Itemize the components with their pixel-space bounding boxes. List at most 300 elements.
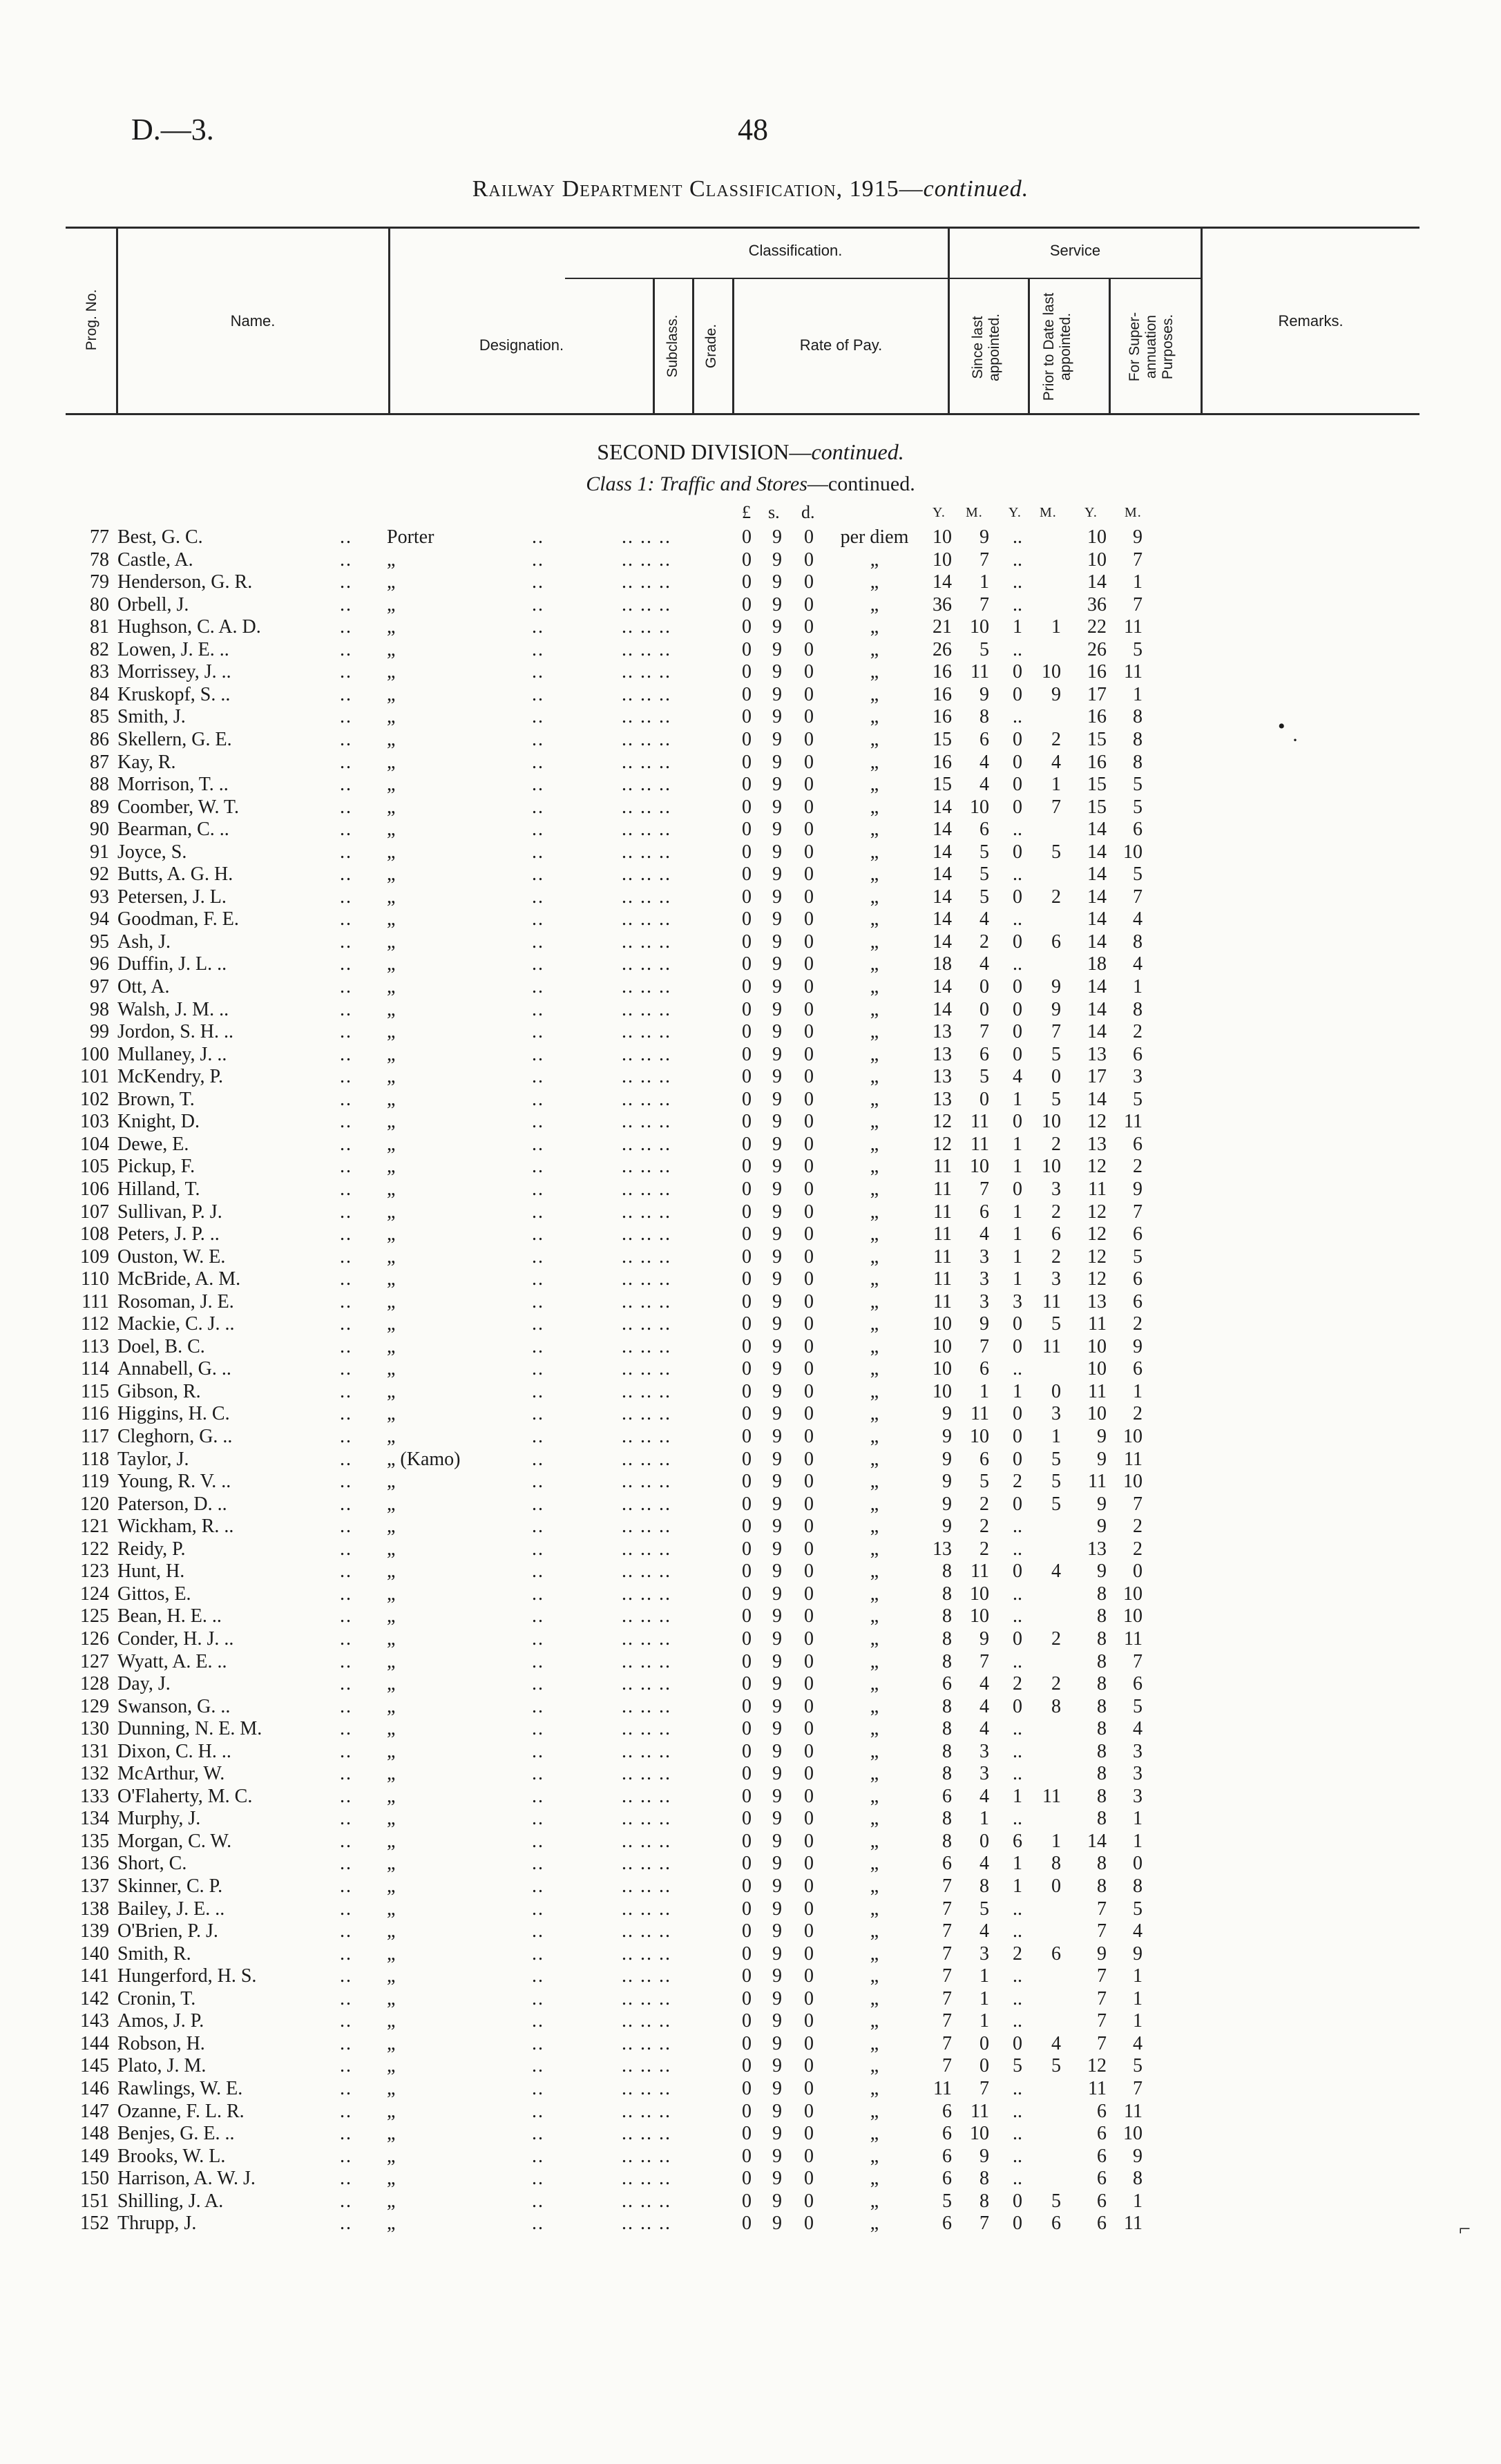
super-months-cell: 9	[1133, 1942, 1143, 1965]
table-row	[0, 2146, 1501, 2168]
leader-dots: ..	[532, 1066, 544, 1088]
super-years-cell: 9	[1097, 1426, 1107, 1447]
table-row	[0, 1044, 1501, 1066]
rate-shillings-cell: 9	[772, 1201, 782, 1223]
since-years-cell: 13	[933, 1088, 952, 1110]
leader-dots: ..	[340, 706, 352, 728]
prior-years-cell: 0	[1013, 1313, 1022, 1335]
designation-cell: „	[387, 1088, 396, 1110]
prior-years-cell: ..	[1013, 1650, 1022, 1672]
rate-pence-cell: 0	[804, 1695, 814, 1717]
rate-period-cell: „	[870, 2032, 879, 2054]
rate-pence-cell: 0	[804, 1808, 814, 1830]
rate-shillings-cell: 9	[772, 1875, 782, 1897]
leader-dots: .. .. ..	[622, 930, 671, 953]
super-years-cell: 8	[1097, 1763, 1107, 1785]
super-months-cell: 1	[1133, 976, 1143, 997]
rate-shillings-cell: 9	[772, 638, 782, 660]
leader-dots: .. .. ..	[622, 1335, 671, 1357]
leader-dots: ..	[340, 796, 352, 818]
rate-period-cell: „	[870, 1718, 879, 1740]
prog-no-cell: 107	[80, 1201, 109, 1223]
since-years-cell: 36	[933, 593, 952, 615]
col-header-name: Name.	[230, 312, 276, 330]
rate-pounds-cell: 0	[742, 1178, 752, 1200]
super-years-cell: 15	[1087, 796, 1107, 818]
prog-no-cell: 123	[80, 1560, 109, 1583]
designation-cell: „	[387, 1740, 396, 1762]
rate-pounds-cell: 0	[742, 1358, 752, 1380]
since-years-cell: 14	[933, 930, 952, 953]
name-cell: Mullaney, J. ..	[117, 1043, 227, 1065]
rate-pounds-cell: 0	[742, 2190, 752, 2212]
leader-dots: ..	[532, 706, 544, 728]
name-cell: Benjes, G. E. ..	[117, 2123, 235, 2145]
rate-shillings-cell: 9	[772, 1426, 782, 1447]
super-years-cell: 15	[1087, 774, 1107, 796]
rate-pence-cell: 0	[804, 819, 814, 841]
leader-dots: ..	[340, 1650, 352, 1672]
since-years-cell: 18	[933, 953, 952, 975]
super-months-cell: 10	[1123, 1605, 1143, 1627]
table-row	[0, 639, 1501, 661]
super-months-cell: 6	[1133, 1043, 1143, 1065]
table-row	[0, 2123, 1501, 2145]
prog-no-cell: 79	[90, 571, 109, 593]
since-months-cell: 6	[979, 1043, 989, 1065]
super-years-cell: 14	[1087, 571, 1107, 593]
super-months-cell: 7	[1133, 593, 1143, 615]
name-cell: Ouston, W. E.	[117, 1245, 226, 1268]
prior-months-cell: 0	[1051, 1066, 1061, 1088]
unit-years-since: Y.	[933, 505, 946, 520]
rate-shillings-cell: 9	[772, 2055, 782, 2077]
designation-cell: „	[387, 661, 396, 683]
super-years-cell: 14	[1087, 1021, 1107, 1043]
rate-period-cell: „	[870, 1583, 879, 1605]
since-years-cell: 14	[933, 886, 952, 908]
rate-period-cell: „	[870, 1898, 879, 1920]
super-months-cell: 2	[1133, 1313, 1143, 1335]
rate-shillings-cell: 9	[772, 1987, 782, 2009]
rate-period-cell: „	[870, 774, 879, 796]
leader-dots: ..	[340, 1133, 352, 1155]
rate-pence-cell: 0	[804, 1088, 814, 1110]
rate-pence-cell: 0	[804, 1245, 814, 1268]
rate-shillings-cell: 9	[772, 1088, 782, 1110]
rate-period-cell: „	[870, 1223, 879, 1245]
since-months-cell: 5	[979, 1471, 989, 1493]
title-year: 1915—	[849, 176, 924, 202]
name-cell: Bean, H. E. ..	[117, 1605, 222, 1627]
leader-dots: .. .. ..	[622, 1965, 671, 1987]
prog-no-cell: 108	[80, 1223, 109, 1245]
leader-dots: .. .. ..	[622, 706, 671, 728]
rate-pounds-cell: 0	[742, 1605, 752, 1627]
rate-pence-cell: 0	[804, 1920, 814, 1942]
designation-cell: „	[387, 1471, 396, 1493]
rate-pence-cell: 0	[804, 1785, 814, 1807]
prog-no-cell: 89	[90, 796, 109, 818]
since-months-cell: 4	[979, 1673, 989, 1695]
name-cell: O'Brien, P. J.	[117, 1920, 218, 1942]
super-months-cell: 9	[1133, 1178, 1143, 1200]
rate-pence-cell: 0	[804, 548, 814, 571]
super-years-cell: 11	[1088, 1178, 1107, 1200]
since-years-cell: 8	[942, 1718, 952, 1740]
leader-dots: .. .. ..	[622, 774, 671, 796]
since-years-cell: 6	[942, 1853, 952, 1875]
super-years-cell: 6	[1097, 2145, 1107, 2167]
prior-years-cell: ..	[1013, 908, 1022, 930]
prior-years-cell: ..	[1013, 1740, 1022, 1762]
rate-period-cell: „	[870, 1245, 879, 1268]
since-months-cell: 0	[979, 998, 989, 1020]
unit-shillings: s.	[768, 502, 780, 522]
leader-dots: ..	[532, 616, 544, 638]
prior-months-cell: 6	[1051, 2213, 1061, 2235]
rate-pounds-cell: 0	[742, 1853, 752, 1875]
prog-no-cell: 87	[90, 751, 109, 773]
table-row	[0, 1628, 1501, 1650]
prior-months-cell: 9	[1051, 976, 1061, 997]
rate-shillings-cell: 9	[772, 1021, 782, 1043]
name-cell: Hunt, H.	[117, 1560, 185, 1583]
rate-pence-cell: 0	[804, 1875, 814, 1897]
leader-dots: ..	[340, 1560, 352, 1583]
super-years-cell: 8	[1097, 1673, 1107, 1695]
super-years-cell: 7	[1097, 1987, 1107, 2009]
prog-no-cell: 101	[80, 1066, 109, 1088]
leader-dots: .. .. ..	[622, 1763, 671, 1785]
table-row	[0, 2101, 1501, 2123]
super-months-cell: 2	[1133, 1538, 1143, 1560]
table-row	[0, 549, 1501, 571]
table-row	[0, 2055, 1501, 2077]
table-row	[0, 1223, 1501, 1245]
leader-dots: ..	[340, 1335, 352, 1357]
prior-years-cell: 5	[1013, 2055, 1022, 2077]
prog-no-cell: 131	[80, 1740, 109, 1762]
rate-shillings-cell: 9	[772, 1650, 782, 1672]
super-years-cell: 22	[1087, 616, 1107, 638]
name-cell: Doel, B. C.	[117, 1335, 205, 1357]
rate-period-cell: „	[870, 728, 879, 750]
designation-cell: „	[387, 796, 396, 818]
rate-period-cell: „	[870, 1627, 879, 1650]
prior-years-cell: ..	[1013, 1358, 1022, 1380]
rate-period-cell: „	[870, 2190, 879, 2212]
leader-dots: ..	[532, 2168, 544, 2190]
rate-pence-cell: 0	[804, 796, 814, 818]
leader-dots: ..	[532, 1245, 544, 1268]
since-months-cell: 0	[979, 976, 989, 997]
designation-cell: „	[387, 1335, 396, 1357]
since-years-cell: 13	[933, 1043, 952, 1065]
super-years-cell: 6	[1097, 2190, 1107, 2212]
prog-no-cell: 133	[80, 1785, 109, 1807]
name-cell: Jordon, S. H. ..	[117, 1021, 234, 1043]
rate-period-cell: „	[870, 593, 879, 615]
designation-cell: „	[387, 1830, 396, 1852]
rate-pounds-cell: 0	[742, 728, 752, 750]
designation-cell: „	[387, 1808, 396, 1830]
rate-pence-cell: 0	[804, 683, 814, 705]
rate-period-cell: „	[870, 1021, 879, 1043]
name-cell: Kruskopf, S. ..	[117, 683, 231, 705]
leader-dots: ..	[532, 1290, 544, 1312]
prog-no-cell: 125	[80, 1605, 109, 1627]
since-years-cell: 10	[933, 1335, 952, 1357]
super-years-cell: 17	[1087, 1066, 1107, 1088]
rate-shillings-cell: 9	[772, 1853, 782, 1875]
name-cell: Castle, A.	[117, 548, 193, 571]
prior-months-cell: 2	[1051, 1673, 1061, 1695]
designation-cell: „	[387, 2168, 396, 2190]
leader-dots: ..	[340, 638, 352, 660]
super-months-cell: 7	[1133, 1201, 1143, 1223]
rate-pounds-cell: 0	[742, 998, 752, 1020]
rate-pence-cell: 0	[804, 863, 814, 886]
rate-pounds-cell: 0	[742, 774, 752, 796]
prior-months-cell: 7	[1051, 1021, 1061, 1043]
super-years-cell: 14	[1087, 886, 1107, 908]
super-months-cell: 4	[1133, 953, 1143, 975]
rate-shillings-cell: 9	[772, 1605, 782, 1627]
name-cell: Goodman, F. E.	[117, 908, 239, 930]
since-months-cell: 10	[970, 1583, 989, 1605]
name-cell: Swanson, G. ..	[117, 1695, 231, 1717]
prog-no-cell: 84	[90, 683, 109, 705]
rate-period-cell: „	[870, 841, 879, 863]
leader-dots: .. .. ..	[622, 1942, 671, 1965]
designation-cell: „	[387, 706, 396, 728]
super-years-cell: 7	[1097, 1965, 1107, 1987]
super-years-cell: 11	[1088, 1380, 1107, 1402]
prior-years-cell: 0	[1013, 1426, 1022, 1447]
rate-pence-cell: 0	[804, 1335, 814, 1357]
designation-cell: „	[387, 2213, 396, 2235]
since-years-cell: 9	[942, 1426, 952, 1447]
prog-no-cell: 137	[80, 1875, 109, 1897]
rate-pence-cell: 0	[804, 908, 814, 930]
prior-months-cell: 10	[1042, 661, 1061, 683]
designation-cell: „	[387, 1627, 396, 1650]
rate-pounds-cell: 0	[742, 841, 752, 863]
since-months-cell: 8	[979, 1875, 989, 1897]
prog-no-cell: 112	[81, 1313, 109, 1335]
rate-shillings-cell: 9	[772, 908, 782, 930]
name-cell: Smith, R.	[117, 1942, 191, 1965]
rate-pounds-cell: 0	[742, 1290, 752, 1312]
rate-shillings-cell: 9	[772, 1538, 782, 1560]
super-months-cell: 11	[1124, 1627, 1143, 1650]
leader-dots: ..	[532, 2123, 544, 2145]
prog-no-cell: 92	[90, 863, 109, 886]
leader-dots: ..	[340, 2077, 352, 2099]
since-months-cell: 9	[979, 1627, 989, 1650]
since-months-cell: 0	[979, 2032, 989, 2054]
since-months-cell: 6	[979, 819, 989, 841]
rate-pounds-cell: 0	[742, 751, 752, 773]
prior-years-cell: ..	[1013, 863, 1022, 886]
designation-cell: „	[387, 1133, 396, 1155]
leader-dots: ..	[340, 1538, 352, 1560]
prior-years-cell: 0	[1013, 796, 1022, 818]
leader-dots: .. .. ..	[622, 1245, 671, 1268]
name-cell: Best, G. C.	[117, 526, 203, 548]
designation-cell: „	[387, 1245, 396, 1268]
since-months-cell: 0	[979, 1830, 989, 1852]
table-row	[0, 1560, 1501, 1583]
leader-dots: .. .. ..	[622, 661, 671, 683]
leader-dots: ..	[340, 774, 352, 796]
prog-no-cell: 94	[90, 908, 109, 930]
prior-years-cell: ..	[1013, 638, 1022, 660]
prior-years-cell: 0	[1013, 661, 1022, 683]
leader-dots: ..	[532, 526, 544, 548]
super-months-cell: 3	[1133, 1740, 1143, 1762]
rate-pence-cell: 0	[804, 976, 814, 997]
since-months-cell: 10	[970, 1426, 989, 1447]
since-months-cell: 3	[979, 1245, 989, 1268]
prior-years-cell: 0	[1013, 1403, 1022, 1425]
since-years-cell: 7	[942, 2055, 952, 2077]
super-months-cell: 1	[1133, 1380, 1143, 1402]
table-row	[0, 1471, 1501, 1493]
leader-dots: ..	[340, 2168, 352, 2190]
leader-dots: .. .. ..	[622, 1313, 671, 1335]
leader-dots: ..	[532, 2010, 544, 2032]
super-months-cell: 5	[1133, 774, 1143, 796]
rate-period-cell: „	[870, 1560, 879, 1583]
leader-dots: ..	[532, 2032, 544, 2054]
designation-cell: „	[387, 841, 396, 863]
name-cell: Kay, R.	[117, 751, 176, 773]
rate-shillings-cell: 9	[772, 2032, 782, 2054]
super-years-cell: 12	[1087, 1268, 1107, 1290]
rate-pounds-cell: 0	[742, 2123, 752, 2145]
leader-dots: ..	[532, 998, 544, 1020]
rate-shillings-cell: 9	[772, 2100, 782, 2122]
since-years-cell: 9	[942, 1448, 952, 1470]
designation-cell: „	[387, 1763, 396, 1785]
since-months-cell: 1	[979, 1987, 989, 2009]
prior-years-cell: ..	[1013, 1965, 1022, 1987]
leader-dots: ..	[340, 1066, 352, 1088]
rate-shillings-cell: 9	[772, 1808, 782, 1830]
rate-pounds-cell: 0	[742, 661, 752, 683]
since-months-cell: 10	[970, 796, 989, 818]
leader-dots: .. .. ..	[622, 1987, 671, 2009]
since-months-cell: 9	[979, 2145, 989, 2167]
since-months-cell: 4	[979, 908, 989, 930]
prog-no-cell: 105	[80, 1156, 109, 1178]
margin-mark: ⌐	[1459, 2217, 1471, 2240]
super-months-cell: 1	[1133, 2010, 1143, 2032]
super-months-cell: 8	[1133, 728, 1143, 750]
rate-pounds-cell: 0	[742, 886, 752, 908]
table-row	[0, 1426, 1501, 1448]
prior-years-cell: ..	[1013, 2145, 1022, 2167]
prior-months-cell: 5	[1051, 2190, 1061, 2212]
prog-no-cell: 128	[80, 1673, 109, 1695]
since-years-cell: 12	[933, 1111, 952, 1133]
leader-dots: ..	[340, 571, 352, 593]
rate-pence-cell: 0	[804, 1942, 814, 1965]
prior-months-cell: 5	[1051, 1448, 1061, 1470]
name-cell: Wyatt, A. E. ..	[117, 1650, 227, 1672]
name-cell: Harrison, A. W. J.	[117, 2168, 256, 2190]
rate-period-cell: „	[870, 1830, 879, 1852]
since-months-cell: 11	[971, 2100, 989, 2122]
rate-shillings-cell: 9	[772, 661, 782, 683]
rate-pence-cell: 0	[804, 886, 814, 908]
unit-months-prior: M.	[1040, 505, 1057, 520]
prior-years-cell: 3	[1013, 1290, 1022, 1312]
rate-period-cell: „	[870, 1111, 879, 1133]
rate-period-cell: „	[870, 1471, 879, 1493]
leader-dots: ..	[532, 1920, 544, 1942]
since-months-cell: 7	[979, 548, 989, 571]
col-divider	[653, 279, 655, 413]
leader-dots: ..	[340, 1245, 352, 1268]
name-cell: Bailey, J. E. ..	[117, 1898, 225, 1920]
name-cell: Skinner, C. P.	[117, 1875, 223, 1897]
rate-period-cell: „	[870, 998, 879, 1020]
leader-dots: .. .. ..	[622, 1178, 671, 1200]
leader-dots: ..	[340, 1875, 352, 1897]
table-row	[0, 1673, 1501, 1695]
name-cell: Robson, H.	[117, 2032, 205, 2054]
rate-pence-cell: 0	[804, 1740, 814, 1762]
prior-years-cell: ..	[1013, 1605, 1022, 1627]
name-cell: Gibson, R.	[117, 1380, 201, 1402]
prog-no-cell: 110	[81, 1268, 109, 1290]
class-heading-italic: Traffic and Stores	[659, 472, 807, 495]
table-row	[0, 706, 1501, 728]
prog-no-cell: 78	[90, 548, 109, 571]
prior-months-cell: 8	[1051, 1695, 1061, 1717]
leader-dots: ..	[532, 728, 544, 750]
rate-period-cell: „	[870, 1201, 879, 1223]
margin-mark: ·	[1292, 729, 1299, 752]
rate-shillings-cell: 9	[772, 1156, 782, 1178]
designation-cell: „	[387, 863, 396, 886]
prog-no-cell: 135	[80, 1830, 109, 1852]
rate-pence-cell: 0	[804, 1201, 814, 1223]
leader-dots: ..	[532, 863, 544, 886]
name-cell: Young, R. V. ..	[117, 1471, 231, 1493]
prog-no-cell: 82	[90, 638, 109, 660]
rate-shillings-cell: 9	[772, 526, 782, 548]
prior-years-cell: ..	[1013, 1538, 1022, 1560]
since-months-cell: 7	[979, 1178, 989, 1200]
rate-pence-cell: 0	[804, 661, 814, 683]
rate-pounds-cell: 0	[742, 1583, 752, 1605]
prior-years-cell: 1	[1013, 616, 1022, 638]
leader-dots: .. .. ..	[622, 796, 671, 818]
leader-dots: ..	[340, 1627, 352, 1650]
prior-months-cell: 5	[1051, 2055, 1061, 2077]
unit-pence: d.	[801, 502, 815, 522]
name-cell: Gittos, E.	[117, 1583, 191, 1605]
rate-pounds-cell: 0	[742, 1133, 752, 1155]
super-months-cell: 11	[1124, 616, 1143, 638]
leader-dots: ..	[340, 1605, 352, 1627]
table-row	[0, 1246, 1501, 1268]
leader-dots: .. .. ..	[622, 1021, 671, 1043]
